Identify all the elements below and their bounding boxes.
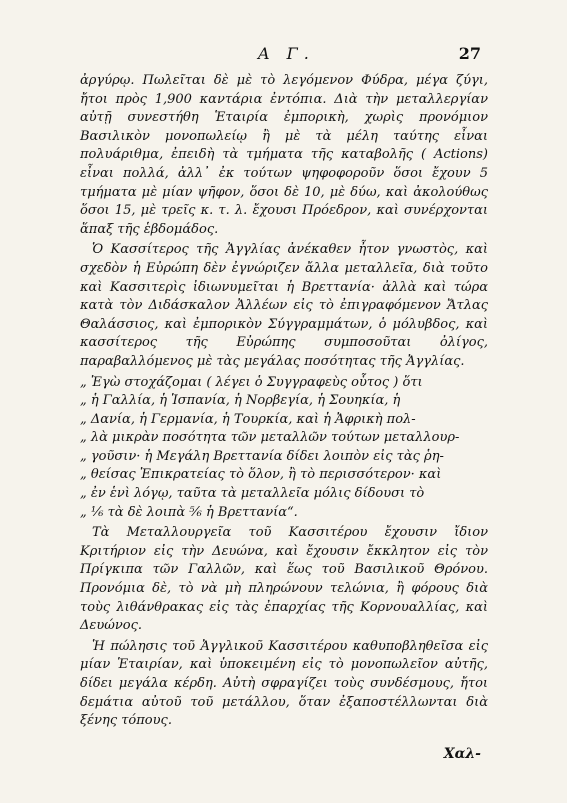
- paragraph-english-tin: Ὁ Κασσίτερος τῆς Ἀγγλίας ἀνέκαθεν ἦτον γνωστὸς, καὶ σχεδὸν ἡ Εὐρώπη δὲν ἐγνώριζεν ἄλλα μεταλλεῖα, διὰ τοῦτο καὶ Κασσιτερὶς ἰδιωνυμεῖται ἡ Βρεττανία· ἀλλὰ καὶ τώρα κατὰ τὸν Διδάσκαλον Ἀλλέων εἰς τὸ ἐπιγραφόμενον Ἄτλας Θαλάσσιος, καὶ ἐμπορικὸν Σύγγραμμάτων, ὁ μόλυβδος, καὶ κασσίτερος τῆς Εὐρώπης συμποσοῦται ὀλίγος, παραβαλλόμενος μὲ τὰς μεγάλας ποσότητας τῆς Ἀγγλίας.: [80, 242, 488, 369]
- quote-line: „ Ἐγὼ στοχάζομαι ( λέγει ὁ Συγγραφεὺς οὗτος ) ὅτι: [80, 374, 423, 390]
- quote-line: „ ἡ Γαλλία, ἡ Ἱσπανία, ἡ Νορβεγία, ἡ Σουηκία, ἡ: [80, 393, 401, 409]
- running-head: Α Γ.: [258, 44, 315, 63]
- quote-line: „ θείσας Ἐπικρατείας τὸ ὅλον, ἢ τὸ περισσότερον· καὶ: [80, 467, 442, 483]
- page-number: 27: [458, 44, 481, 63]
- body-text: [80, 72, 488, 733]
- page-header: [0, 44, 567, 68]
- quote-line: „ Δανία, ἡ Γερμανία, ἡ Τουρκία, καὶ ἡ Ἀφρικὴ πολ-: [80, 411, 416, 427]
- quote-line: „ γοῦσιν· ἡ Μεγάλη Βρεττανία δίδει λοιπὸν εἰς τὰς ῥη-: [80, 448, 444, 464]
- paragraph-tin-sales: ἀργύρῳ. Πωλεῖται δὲ μὲ τὸ λεγόμενον Φύδρα, μέγα ζύγι, ἤτοι πρὸς 1,900 καντάρια ἐντόπια. Διὰ τὴν μεταλλεργίαν αὐτῇ συνεστήθη Ἑταιρία ἐμπορικὴ, χωρὶς προνόμιον Βασιλικὸν μονοπωλείῳ ἢ μὲ τὰ μέλη ταύτης εἶναι πολυάριθμα, ἐπειδὴ τὰ τμήματα τῆς καταβολῆς ( Actions) εἶναι πολλά, ἀλλ᾽ ἐκ τούτων ψηφοφοροῦν ὅσοι ἔχουν 5 τμήματα μὲ μίαν ψῆφον, ὅσοι δὲ 10, μὲ δύω, καὶ ἀκολούθως ὅσοι 15, μὲ τρεῖς κ. τ. λ. ἔχουσι Πρόεδρον, καὶ συνέρχονται ἅπαξ τῆς ἑβδομάδος.: [80, 73, 488, 237]
- paragraph-mining-court: Τὰ Μεταλλουργεῖα τοῦ Κασσιτέρου ἔχουσιν ἴδιον Κριτήριον εἰς τὴν Δευώνα, καὶ ἔχουσιν ἔκκλητον εἰς τὸν Πρίγκιπα τῶν Γαλλῶν, καὶ ἕως τοῦ Βασιλικοῦ Θρόνου. Προνόμια δὲ, τὸ νὰ μὴ πληρώνουν τελώνια, ἢ φόρους διὰ τοὺς λιθάνθρακας εἰς τὰς ἐπαρχίας τῆς Κορνουαλλίας, καὶ Δευώνος.: [80, 525, 488, 634]
- catchword: Χαλ-: [443, 746, 481, 762]
- quotation-block: [80, 374, 488, 523]
- quote-line: „ ἐν ἑνὶ λόγῳ, ταῦτα τὰ μεταλλεῖα μόλις δίδουσι τὸ: [80, 486, 425, 502]
- quote-line: „ ⅙ τὰ δὲ λοιπὰ ⅚ ἡ Βρεττανία“.: [80, 504, 298, 520]
- paragraph-tin-company: Ἡ πώλησις τοῦ Ἀγγλικοῦ Κασσιτέρου καθυποβληθεῖσα εἰς μίαν Ἑταιρίαν, καὶ ὑποκειμένη εἰς τὸ μονοπωλεῖον αὐτῆς, δίδει μεγάλα κέρδη. Αὐτὴ σφραγίζει τοὺς συνδέσμους, ἤτοι δεμάτια αὐτοῦ τοῦ μετάλλου, ὅταν ἐξαποστέλλωνται διὰ ξένης τόπους.: [80, 638, 488, 729]
- quote-line: „ λὰ μικρὰν ποσότητα τῶν μεταλλῶν τούτων μεταλλουρ-: [80, 430, 460, 446]
